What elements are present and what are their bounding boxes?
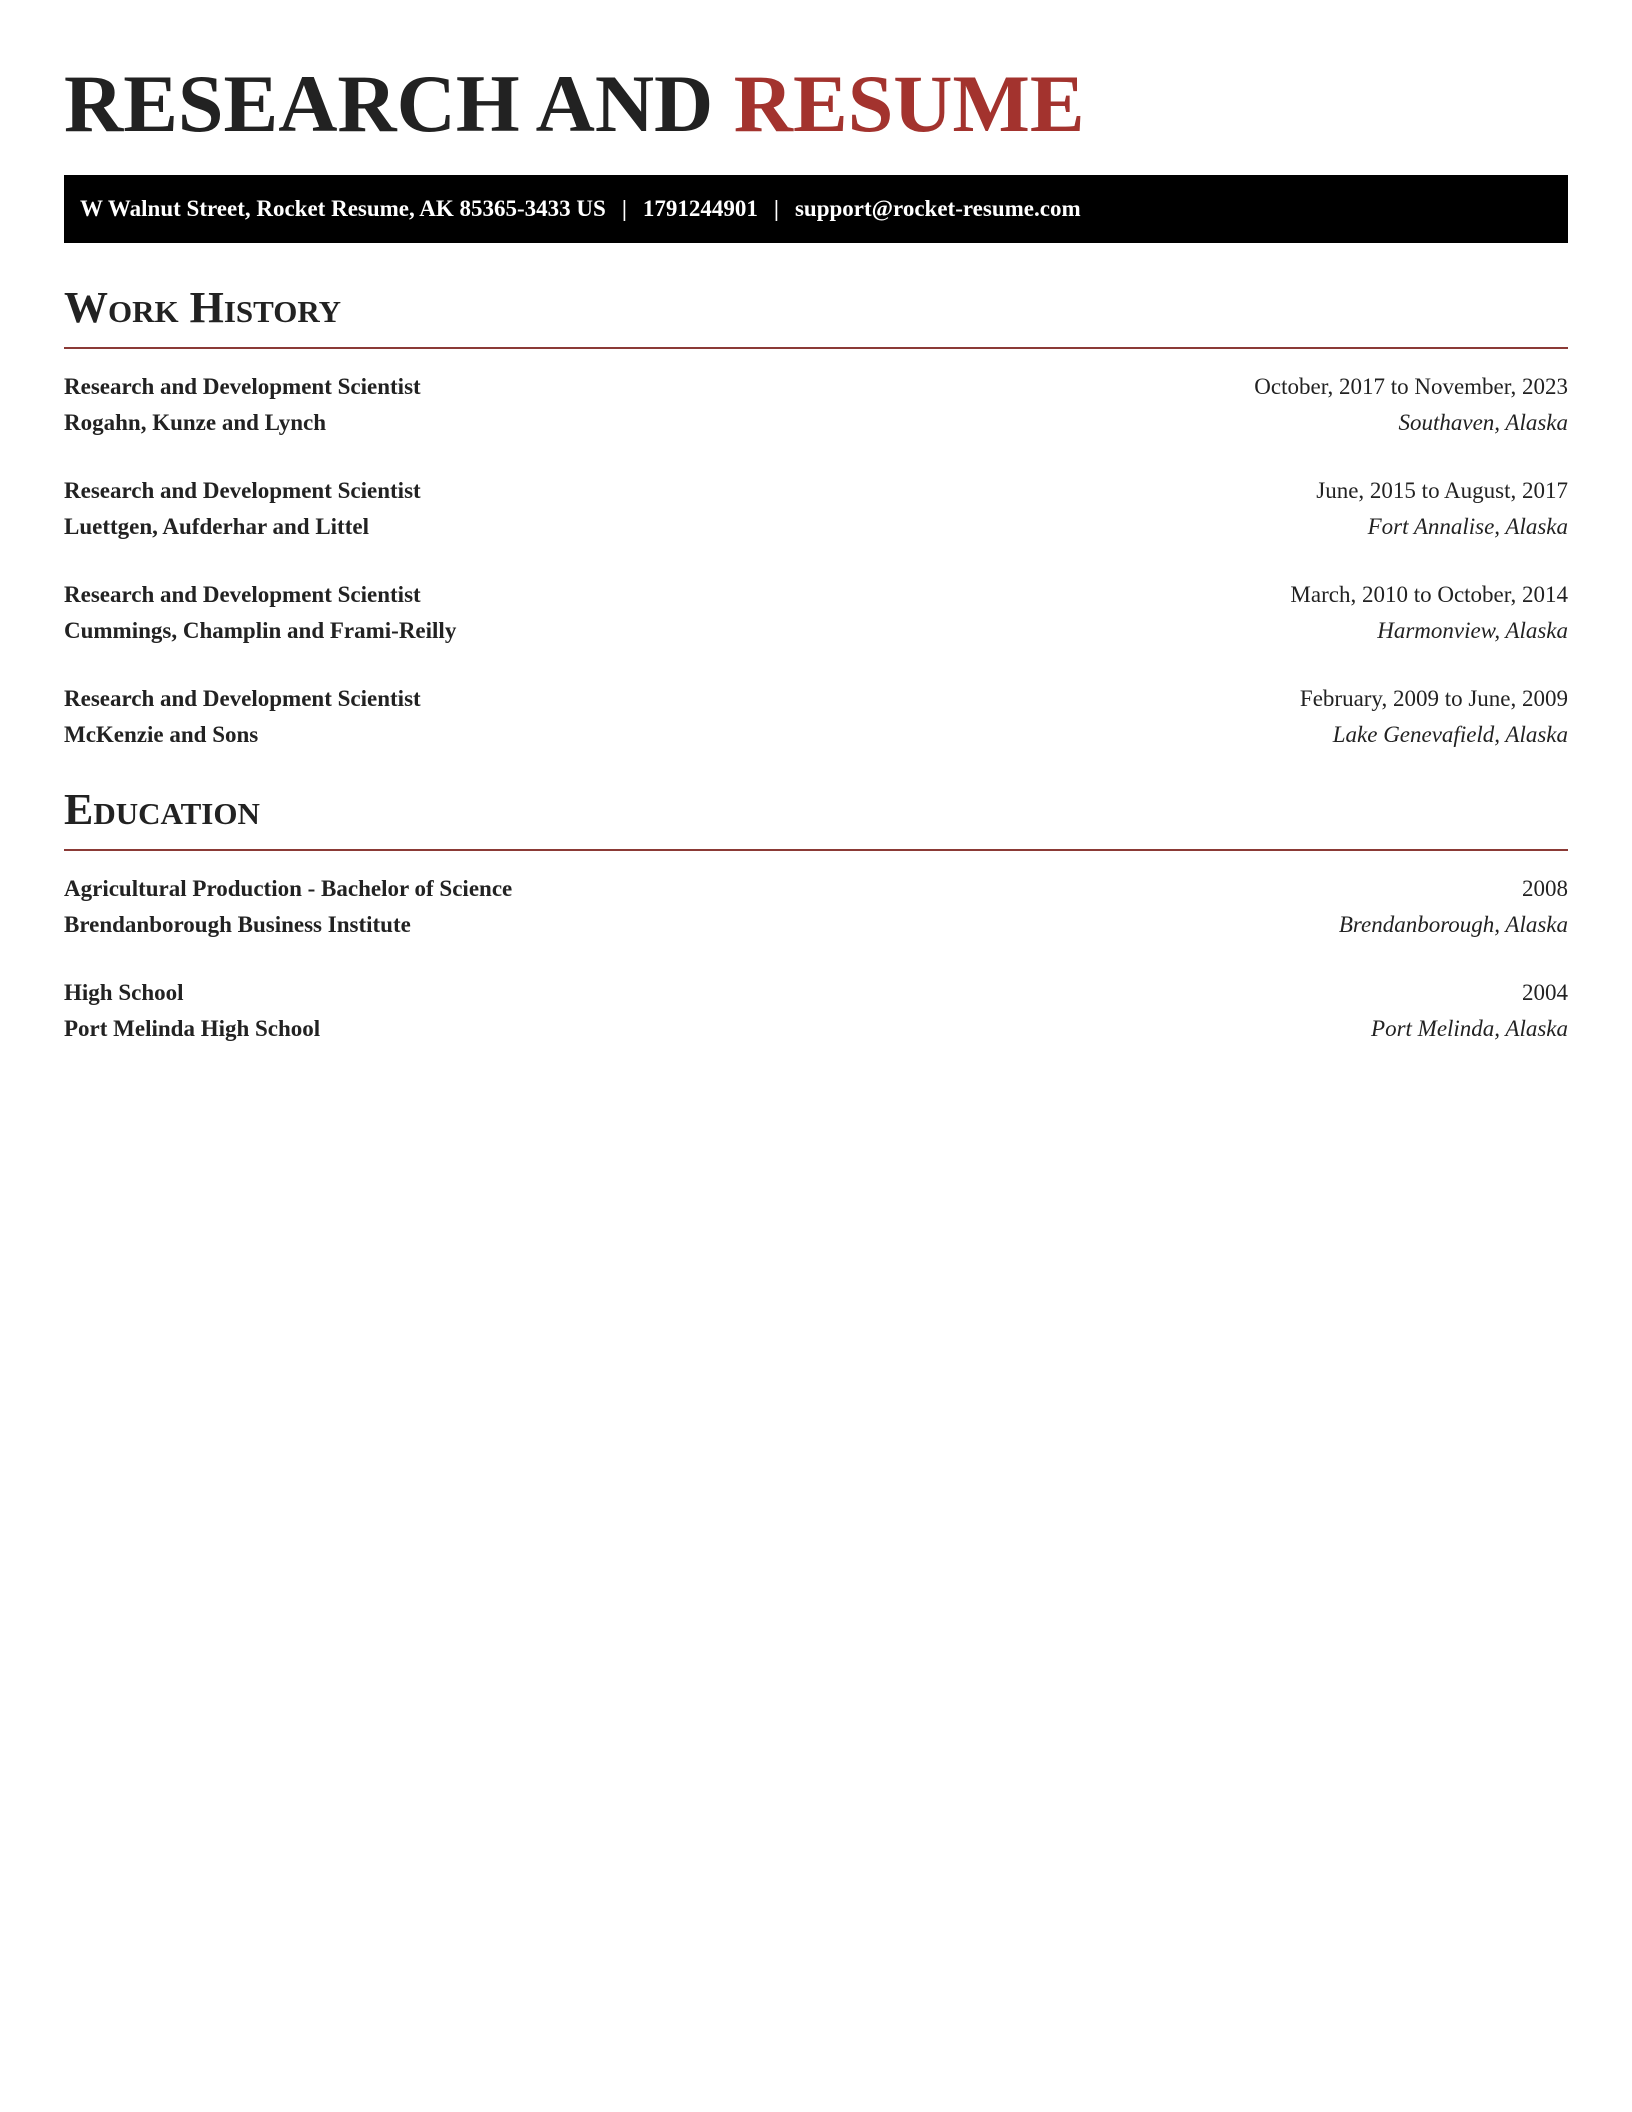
work-entry [64, 681, 1568, 753]
work-entry [64, 473, 1568, 545]
job-position: Research and Development Scientist [64, 478, 421, 503]
education-degree: High School [64, 980, 184, 1005]
job-location: Fort Annalise, Alaska [1367, 514, 1568, 539]
education-degree: Agricultural Production - Bachelor of Science [64, 876, 513, 901]
job-dates: June, 2015 to August, 2017 [1316, 478, 1568, 503]
job-dates: October, 2017 to November, 2023 [1254, 374, 1568, 399]
job-position: Research and Development Scientist [64, 374, 421, 399]
education-entry [64, 871, 1568, 943]
job-dates: March, 2010 to October, 2014 [1290, 582, 1568, 607]
job-company: Luettgen, Aufderhar and Littel [64, 514, 369, 539]
name-last: RESUME [733, 58, 1085, 149]
job-location: Lake Genevafield, Alaska [1332, 722, 1568, 747]
section-title-work-history: Work History [64, 283, 342, 332]
contact-bar [64, 175, 1568, 243]
education-location: Port Melinda, Alaska [1371, 1016, 1568, 1041]
education-section [64, 785, 1568, 1047]
job-position: Research and Development Scientist [64, 582, 421, 607]
education-school: Port Melinda High School [64, 1016, 321, 1041]
job-company: McKenzie and Sons [64, 722, 259, 747]
section-title-education: Education [64, 785, 260, 834]
job-location: Southaven, Alaska [1398, 410, 1568, 435]
section-divider [64, 849, 1568, 851]
work-entry [64, 369, 1568, 441]
contact-email: support@rocket-resume.com [794, 196, 1081, 221]
education-year: 2004 [1522, 980, 1568, 1005]
work-history-section [64, 283, 1568, 753]
section-divider [64, 347, 1568, 349]
education-entry [64, 975, 1568, 1047]
name-first: RESEARCH AND [64, 58, 714, 149]
job-company: Cummings, Champlin and Frami-Reilly [64, 618, 457, 643]
job-company: Rogahn, Kunze and Lynch [64, 410, 327, 435]
education-location: Brendanborough, Alaska [1338, 912, 1568, 937]
resume-name [64, 54, 1568, 154]
contact-separator: | [621, 196, 627, 221]
contact-phone: 1791244901 [642, 196, 758, 221]
job-position: Research and Development Scientist [64, 686, 421, 711]
contact-address: W Walnut Street, Rocket Resume, AK 85365-3433 US [80, 196, 606, 221]
education-school: Brendanborough Business Institute [64, 912, 411, 937]
job-dates: February, 2009 to June, 2009 [1299, 686, 1568, 711]
contact-separator: | [773, 196, 779, 221]
education-year: 2008 [1522, 876, 1568, 901]
job-location: Harmonview, Alaska [1377, 618, 1568, 643]
work-entry [64, 577, 1568, 649]
